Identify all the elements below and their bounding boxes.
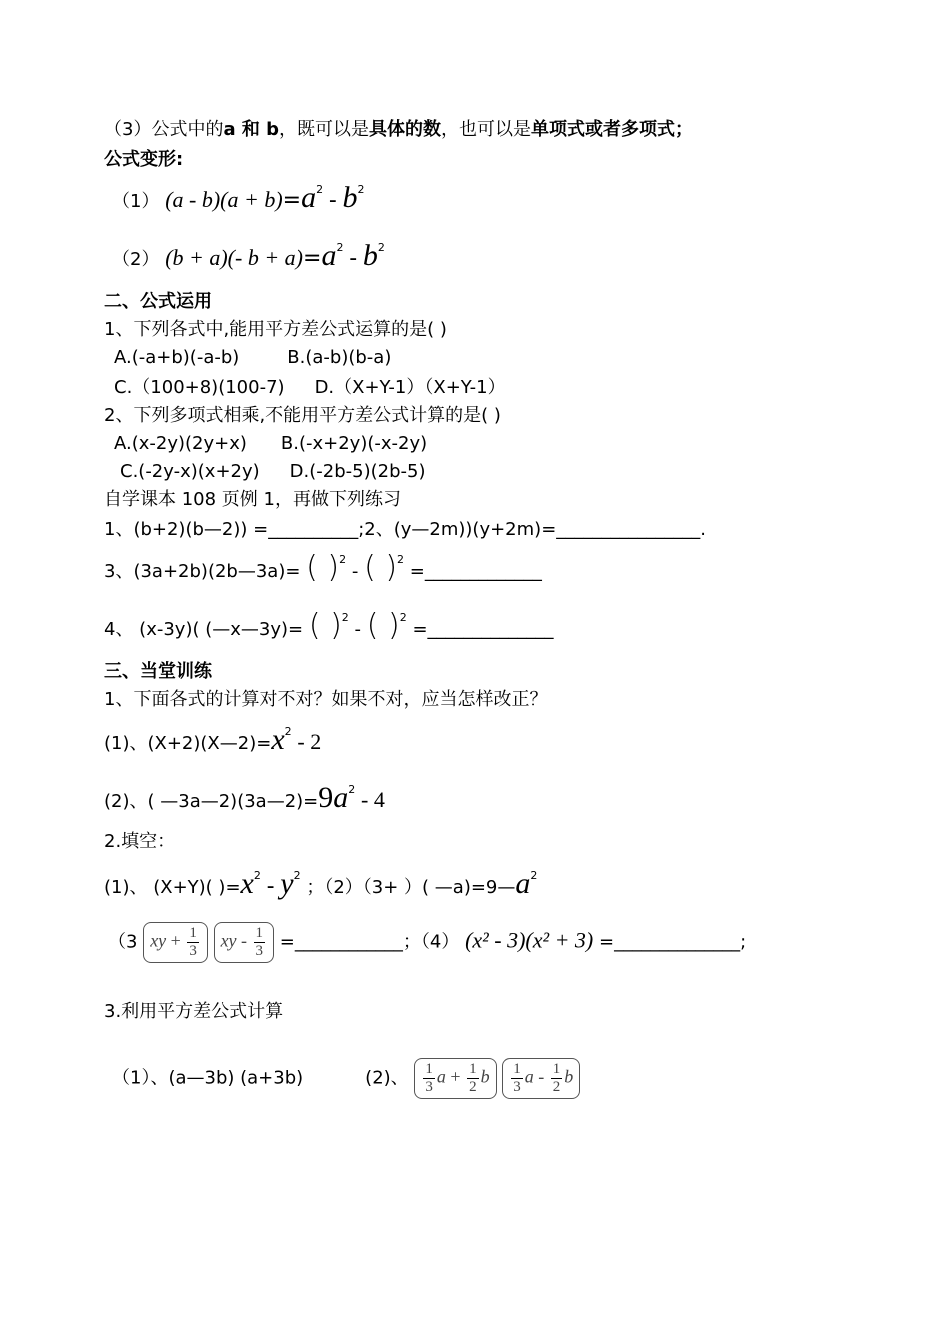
fraction: $\frac{1}{3}$ (255, 925, 264, 959)
self-study-note: 自学课本 108 页例 1，再做下列练习 (104, 489, 401, 510)
training-3-items: （1）、(a—3b) (a+3b) (2)、 $\frac{1}{3}$ a + $\frac{1}{2}$ b $\frac{1}{3}$ a - $\frac{1}{2}$ b (112, 1058, 580, 1099)
expression-box-minus: xy - $\frac{1}{3}$ (214, 922, 274, 963)
question-2-options-ab: A.(x-2y)(2y+x) B.(-x+2y)(-x-2y) (114, 433, 428, 454)
question-1-options-cd: C.（100+8)(100-7) D.（X+Y-1）（X+Y-1） (114, 377, 506, 398)
training-2-heading: 2.填空： (104, 831, 176, 852)
question-2: 2、下列多项式相乘,不能用平方差公式计算的是( ) (104, 405, 501, 426)
question-2-options-cd: C.(-2y-x)(x+2y) D.(-2b-5)(2b-5) (120, 461, 426, 482)
practice-4: 4、 (x-3y)( (—x—3y)= ( )$^2$ - ( )$^2$ =______________ (104, 608, 554, 643)
fraction: $\frac{1}{3}$ (189, 925, 197, 959)
training-3-heading: 3.利用平方差公式计算 (104, 1001, 284, 1022)
training-1: 1、下面各式的计算对不对？如果不对，应当怎样改正？ (104, 689, 548, 710)
formula-variant-2: （2） (b + a)(- $b + a)=a^2 - b^2$ (112, 239, 385, 272)
practice-3: 3、(3a+2b)(2b—3a)= ( )$^2$ - ( )$^2$ =_____________ (104, 550, 542, 585)
question-1-options-ab: A.(-a+b)(-a-b) B.(a-b)(b-a) (114, 347, 392, 368)
note-line: （3）公式中的a 和 b，既可以是具体的数，也可以是单项式或者多项式； (104, 119, 694, 140)
training-1-item-1: (1)、$(X+2)(X—2)=x^2 - 2$ (104, 723, 322, 756)
expression-box-plus: xy + $\frac{1}{3}$ (143, 922, 208, 963)
section-heading-3: 三、当堂训练 (104, 661, 212, 682)
question-1: 1、下列各式中,能用平方差公式运算的是( ) (104, 319, 447, 340)
fraction-expression-minus: $\frac{1}{3}$ a - $\frac{1}{2}$ b (502, 1058, 580, 1099)
formula-variant-1: （1） $(a - b)(a + b)=a^2 - b^2$ (112, 181, 365, 214)
section-heading-2: 二、公式运用 (104, 291, 212, 312)
training-2-row-1: (1)、 (X+Y)( )$=x^2 - y^2$ ；（2）（3+ ）( $—a)=9—a^2$ (104, 867, 538, 900)
training-2-row-2: （3 xy + $\frac{1}{3}$ xy - $\frac{1}{3}$ =____________；（4） (x² - 3)(x² + 3) =______________; (108, 922, 746, 963)
practice-1-2: 1、(b+2)(b—2)) =__________;2、(y—2m))(y+2m)=________________. (104, 519, 706, 540)
training-1-item-2: (2)、( $—3a—2)(3a—2)=9a^2 - 4$ (104, 781, 385, 814)
fraction-expression-plus: $\frac{1}{3}$ a + $\frac{1}{2}$ b (414, 1058, 496, 1099)
formula-variant-heading: 公式变形: (104, 149, 184, 170)
